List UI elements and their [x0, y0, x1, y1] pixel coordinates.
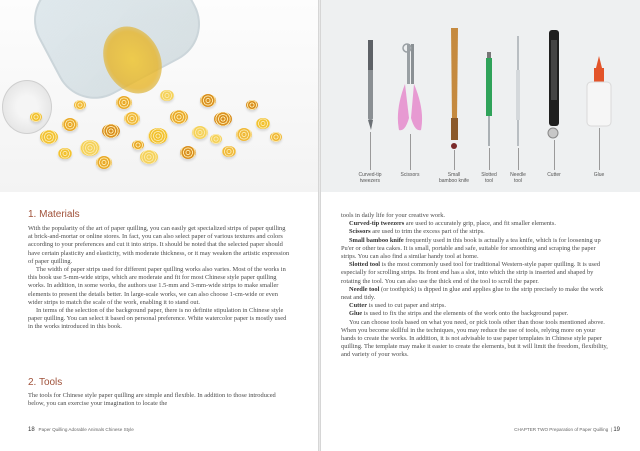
caption-scissors: Scissors — [400, 172, 420, 178]
bamboo-knife-icon — [451, 28, 458, 149]
needle-leader — [518, 148, 519, 170]
paper-coil — [58, 148, 72, 159]
paper-coil — [160, 90, 174, 101]
scissors-icon — [398, 44, 422, 130]
left-folio-title: Paper Quilling Adorable Animals Chinese Style — [38, 427, 134, 432]
needle-term: Needle tool — [349, 285, 380, 293]
needle-tool-icon — [516, 36, 520, 146]
paper-coil — [192, 126, 208, 139]
cutter-leader — [554, 140, 555, 170]
paper-coil — [180, 146, 196, 159]
tweezers-icon — [368, 40, 373, 130]
caption-glue: Glue — [593, 172, 605, 178]
right-page — [321, 0, 640, 451]
caption-cutter: Cutter — [547, 172, 561, 178]
tools-illustration — [321, 0, 640, 192]
paper-coil — [132, 140, 144, 150]
paper-coil — [140, 150, 158, 164]
cutter-paragraph: Cutter is used to cut paper and strips. — [349, 302, 446, 310]
glue-leader — [599, 128, 600, 170]
cutter-term: Cutter — [349, 302, 368, 310]
paper-coil — [170, 110, 188, 124]
paper-coil — [80, 140, 100, 156]
jar-lid — [2, 80, 52, 134]
materials-heading: 1. Materials — [28, 209, 80, 220]
paper-coil — [62, 118, 78, 131]
tools-intro: tools in daily life for your creative work. — [341, 212, 445, 219]
caption-tweezers: Curved-tip tweezers — [358, 172, 382, 184]
slotted-leader — [489, 148, 490, 170]
left-page-number: 18 — [28, 427, 35, 433]
paper-coil — [74, 100, 86, 110]
paper-coil — [236, 128, 252, 141]
slotted-tool-icon — [486, 52, 492, 146]
needle-paragraph: Needle tool (or toothpick) is dipped in glue and applies glue to the strip precisely to make the work neat and tidy. — [341, 285, 604, 302]
caption-needle-tool: Needle tool — [510, 172, 526, 184]
tools-paragraph-1: The tools for Chinese style paper quilling are simple and flexible. In addition to those introduced below, you can exercise your imagination to locate the — [28, 392, 276, 408]
materials-paragraph-1: With the popularity of the art of paper quilling, you can easily get specialized strips of paper quilling at brick-and-mortar or online stores. In fact, you can also select paper of various textures and colors according to your preferences and cut it into strips. It should be noted that the selected paper should have certain plasticity and elasticity, with moderate thickness, or it may weaken the artistic expression of paper quilling. — [28, 225, 290, 265]
paper-coil — [96, 156, 112, 169]
right-page-number: 19 — [613, 427, 620, 433]
left-page — [0, 0, 318, 451]
tweezers-term: Curved-tip tweezers — [349, 220, 405, 228]
scissors-leader — [410, 134, 411, 170]
paper-coil — [200, 94, 216, 107]
paper-coil — [246, 100, 258, 110]
tools-heading: 2. Tools — [28, 377, 63, 388]
paper-coil — [40, 130, 58, 144]
paper-coil — [148, 128, 168, 144]
slotted-term: Slotted tool — [349, 261, 381, 269]
glue-term: Glue — [349, 310, 363, 318]
paper-coil — [30, 112, 42, 122]
materials-paragraph-3: In terms of the selection of the background paper, there is no definite stipulation in Chinese style paper quilling. You can select it based on personal preference. White watercolor paper is mostly used in the works introduced in this book. — [28, 307, 287, 331]
scissors-term: Scissors — [349, 228, 371, 236]
right-folio: CHAPTER TWO Preparation of Paper Quilling | 19 — [514, 427, 620, 433]
tweezers-paragraph: Curved-tip tweezers are used to accurately grip, place, and fit smaller elements. — [349, 220, 556, 228]
knife-term: Small bamboo knife — [349, 236, 404, 244]
paper-coil — [256, 118, 270, 129]
paper-coil — [210, 134, 222, 144]
closing-paragraph: You can choose tools based on what you need, or pick tools other than those tools mentioned above. When you become skillful in the techniques, you may reduce the use of tools, relying more on your hands to create the works. In addition, it is not advisable to use paper templates in Chinese style paper quilling. The template may make it easier to create the elements, but it will limit the freedom, flexibility, and variety of your works. — [341, 318, 608, 359]
materials-body — [28, 225, 290, 332]
slotted-paragraph: Slotted tool is the most commonly used tool for traditional Western-style paper quilling. It is used especially for scrolling strips. Its front end has a slot, into which the strip is inserted and shaped by rotating the tool. You can also use the thick end of the tool to scroll the paper. — [341, 261, 601, 285]
knife-leader — [454, 150, 455, 170]
tools-body — [28, 392, 290, 408]
right-folio-title: CHAPTER TWO Preparation of Paper Quilling — [514, 427, 609, 432]
caption-bamboo-knife: Small bamboo knife — [438, 172, 470, 184]
left-folio — [28, 427, 134, 433]
paper-coil — [222, 146, 236, 157]
quilling-strips-photo — [0, 0, 318, 192]
knife-paragraph: Small bamboo knife frequently used in this book is actually a tea knife, which is for loosening up Pu'er or other tea cakes. It is small, portable and safe, suitable for smoothing and scraping the paper strips. You can also find a similar handy tool at home. — [341, 236, 601, 261]
paper-coil — [116, 96, 132, 109]
cutter-icon — [548, 30, 559, 138]
glue-bottle-icon — [587, 56, 611, 126]
materials-paragraph-2: The width of paper strips used for different paper quilling works also varies. Most of the works in this book use 5-mm-wide strips, which are moderate and fit for most Chinese style paper quilling works. In addition, in some works, the authors use 1.5-mm and 3-mm-wide strips to make smaller elements to present the details better. In large-scale works, we can also choose 1-cm-wide or even wider strips to match the scale of the work, enabling it to stand out. — [28, 266, 286, 306]
caption-slotted-tool: Slotted tool — [481, 172, 497, 184]
tools-descriptions — [341, 212, 611, 360]
paper-coil — [124, 112, 140, 125]
paper-coil — [214, 112, 232, 126]
scissors-paragraph: Scissors are used to trim the excess part of the strips. — [349, 228, 485, 236]
tweezers-leader — [370, 132, 371, 170]
tools-photo — [321, 0, 640, 192]
paper-coil — [270, 132, 282, 142]
glue-paragraph: Glue is used to fix the strips and the elements of the work onto the background paper. — [349, 310, 569, 318]
paper-coil — [102, 124, 120, 138]
